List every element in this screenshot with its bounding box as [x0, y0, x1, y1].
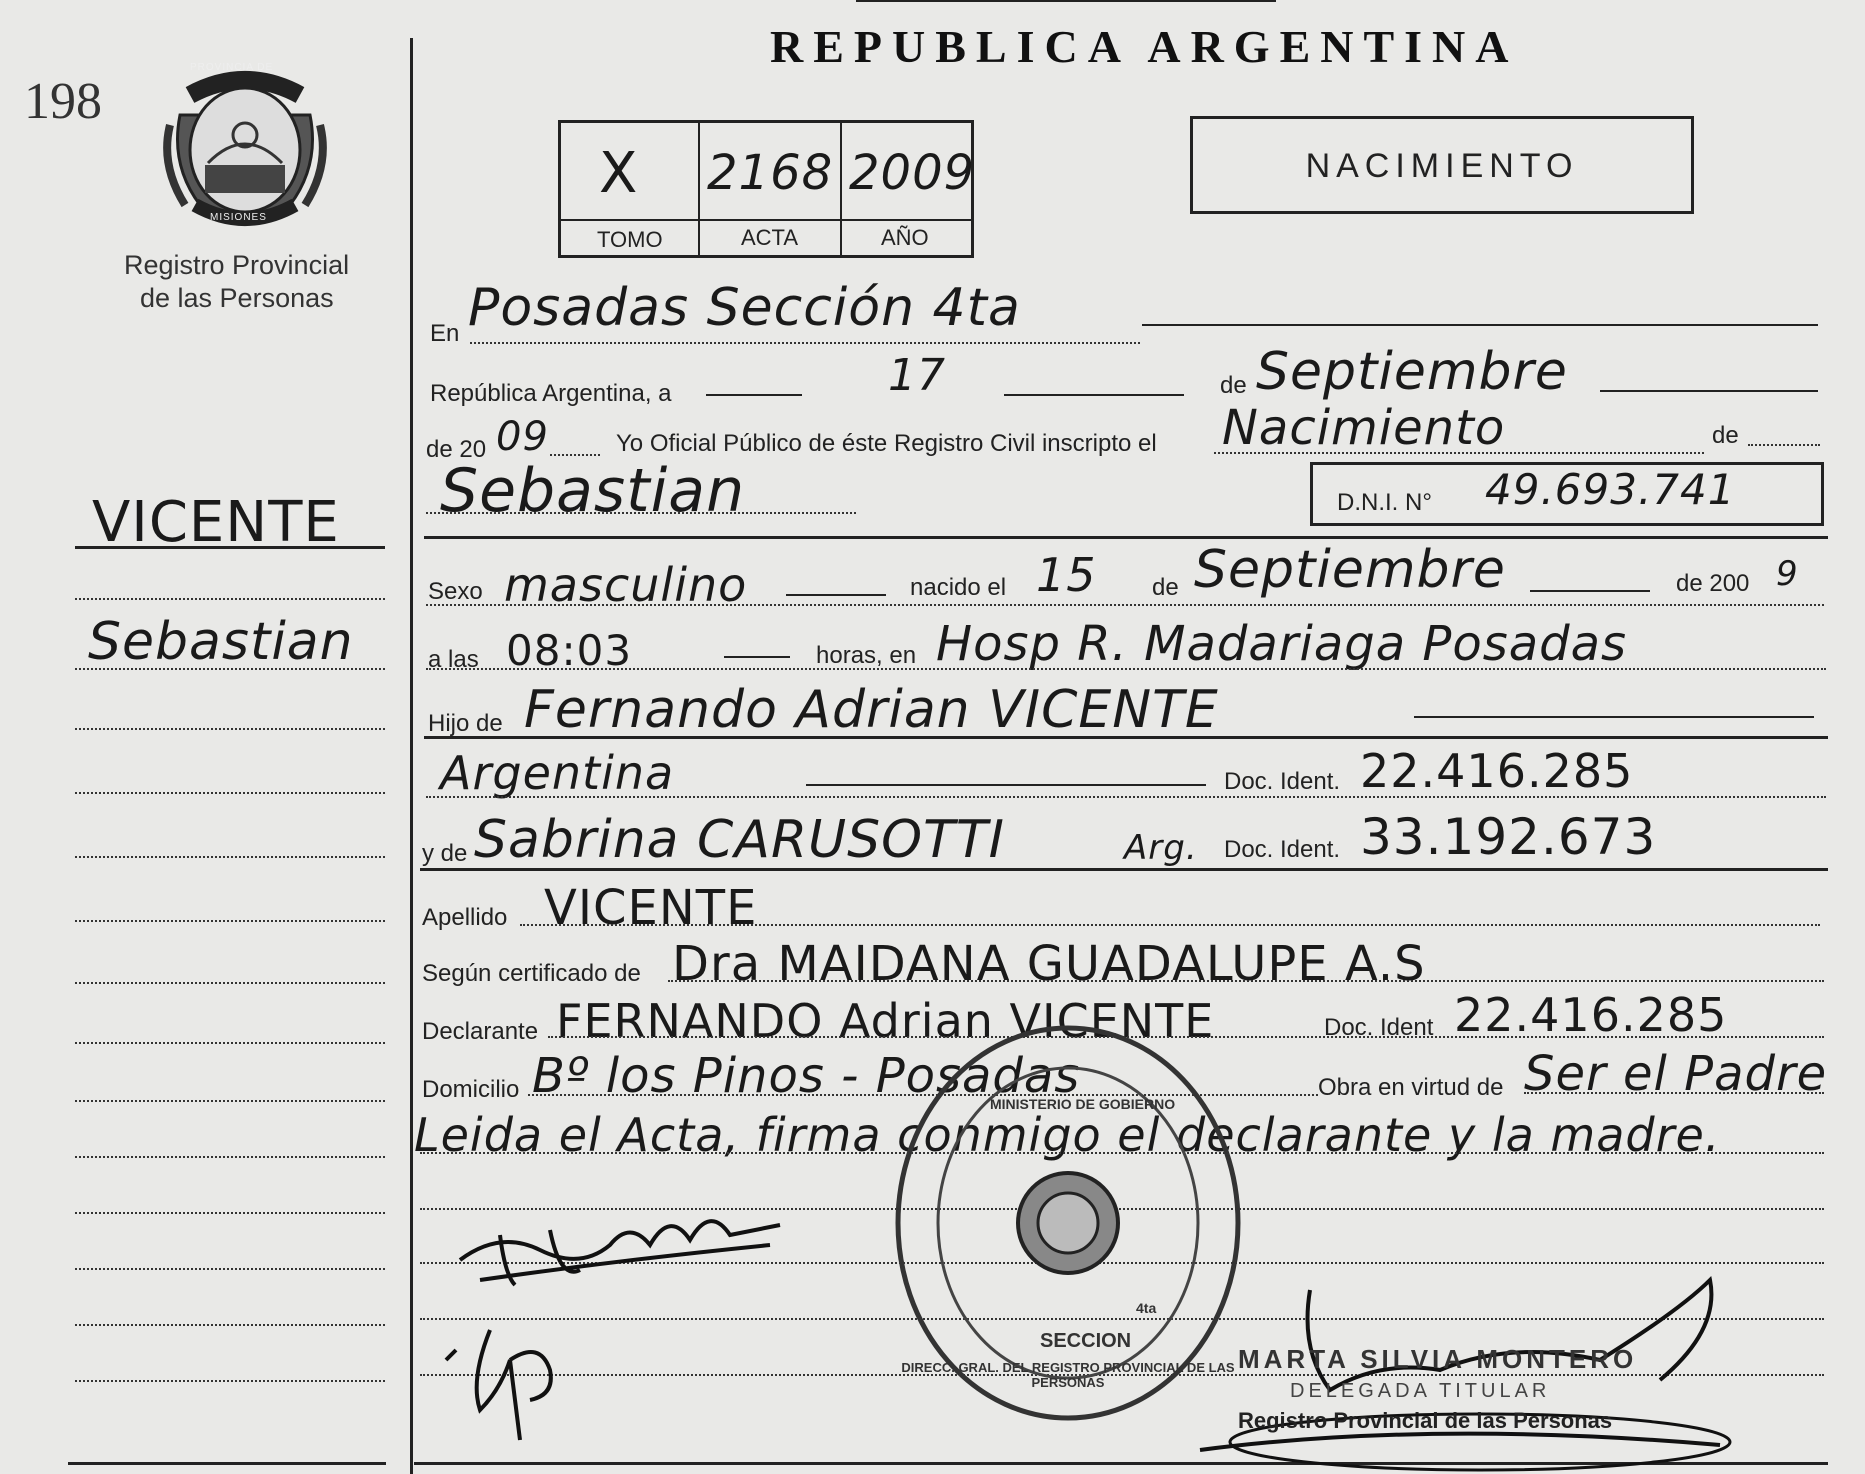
official-registry: Registro Provincial de las Personas	[1238, 1408, 1613, 1433]
record-type: NACIMIENTO	[1305, 147, 1579, 185]
mother-doc: 33.192.673	[1360, 808, 1657, 866]
margin-dotted-line	[75, 1100, 385, 1102]
segun-label: Según certificado de	[422, 960, 641, 987]
form-dotted-line	[426, 604, 1824, 606]
republica-label: República Argentina, a	[430, 380, 672, 407]
birth-month: Septiembre	[1194, 540, 1506, 600]
margin-dotted-line	[75, 1156, 385, 1158]
sexo-label: Sexo	[428, 578, 483, 605]
seal-text-bottom: MISIONES	[210, 212, 267, 223]
sexo-value: masculino	[504, 558, 748, 612]
form-dotted-line	[426, 796, 1826, 798]
day-value: 17	[888, 350, 946, 401]
margin-dotted-line	[75, 920, 385, 922]
page-number: 198	[24, 73, 102, 130]
form-rule	[706, 394, 802, 396]
round-stamp-ring-text: DIRECC. GRAL. DEL REGISTRO PROVINCIAL DE LAS PERSONAS	[901, 1360, 1235, 1390]
margin-dotted-line	[75, 1268, 385, 1270]
certificate-by: Dra MAIDANA GUADALUPE A.S	[672, 936, 1426, 992]
declarant-signature	[440, 1190, 800, 1300]
acta-label: ACTA	[741, 225, 799, 250]
registry-name-line2: de las Personas	[140, 283, 334, 313]
margin-dotted-line	[75, 1380, 385, 1382]
record-box-divider	[561, 219, 971, 221]
form-rule	[1530, 590, 1650, 592]
domicilio-value: Bº los Pinos - Posadas	[532, 1048, 1081, 1104]
form-dotted-line	[1748, 444, 1820, 446]
doc-ident-label-declarant: Doc. Ident	[1324, 1014, 1434, 1041]
birth-year-suffix: 9	[1776, 554, 1799, 594]
de-label-3: de	[1152, 574, 1179, 601]
round-stamp-inner-text-2: SECCION	[1040, 1330, 1132, 1352]
en-label: En	[430, 320, 460, 347]
official-text: Yo Oficial Público de éste Registro Civil inscripto el	[616, 430, 1157, 457]
domicilio-label: Domicilio	[422, 1076, 520, 1103]
round-stamp-inner-text-1: MINISTERIO DE GOBIERNO	[990, 1096, 1176, 1112]
form-dotted-line	[1524, 1092, 1824, 1094]
seal-text-top: PROVINCIA DE	[190, 62, 274, 73]
tomo-label: TOMO	[597, 227, 663, 252]
reading-note: Leida el Acta, firma conmigo el declarante y la madre.	[414, 1108, 1721, 1162]
father-doc: 22.416.285	[1360, 744, 1634, 798]
form-rule	[420, 868, 1828, 871]
acta-value: 2168	[707, 145, 834, 201]
mother-signature	[440, 1300, 600, 1450]
form-rule	[786, 594, 886, 596]
margin-dotted-line	[75, 856, 385, 858]
father-name: Fernando Adrian VICENTE	[524, 680, 1219, 740]
official-title: DELEGADA TITULAR	[1290, 1380, 1551, 1402]
child-name: Sebastian	[440, 456, 746, 526]
de-label: de	[1220, 372, 1247, 399]
apellido-label: Apellido	[422, 904, 508, 931]
a-las-label: a las	[428, 646, 479, 673]
year-suffix: 09	[496, 414, 549, 460]
margin-dotted-line	[75, 668, 385, 670]
record-number-box	[558, 120, 974, 258]
round-stamp-inner-text-3: 4ta	[1136, 1300, 1157, 1316]
form-rule	[1008, 0, 1118, 2]
obra-label: Obra en virtud de	[1318, 1074, 1504, 1101]
hijo-label: Hijo de	[428, 710, 503, 737]
column-divider	[410, 38, 413, 1474]
nacido-label: nacido el	[910, 574, 1007, 601]
event-dotted-line	[1214, 452, 1704, 454]
month-value: Septiembre	[1256, 342, 1568, 402]
registered-event: Nacimiento	[1222, 400, 1506, 456]
form-rule	[1414, 716, 1814, 718]
birth-time: 08:03	[506, 626, 633, 675]
dni-value: 49.693.741	[1485, 465, 1736, 514]
dni-box	[1310, 462, 1824, 526]
declarante-doc: 22.416.285	[1454, 988, 1728, 1042]
ano-value: 2009	[849, 145, 976, 201]
margin-surname: VICENTE	[92, 490, 340, 555]
mother-nationality: Arg.	[1124, 828, 1198, 868]
form-rule	[724, 656, 790, 658]
margin-dotted-line	[75, 728, 385, 730]
record-box-divider	[840, 123, 842, 255]
y-de-label: y de	[422, 840, 468, 867]
form-dotted-line	[668, 980, 1824, 982]
de-20-label: de 20	[426, 436, 487, 463]
record-type-box	[1190, 116, 1694, 214]
margin-dotted-line	[75, 1212, 385, 1214]
de-200-label: de 200	[1676, 570, 1750, 597]
margin-dotted-line	[75, 1324, 385, 1326]
birth-place: Hosp R. Madariaga Posadas	[936, 616, 1628, 672]
margin-bottom-line	[68, 1462, 386, 1465]
form-rule	[424, 536, 1828, 539]
country-title: REPUBLICA ARGENTINA	[770, 21, 1519, 72]
form-dotted-line	[520, 924, 1820, 926]
form-rule	[1004, 394, 1184, 396]
form-rule	[1142, 324, 1818, 326]
registry-name-line1: Registro Provincial	[124, 250, 350, 280]
doc-ident-label-father: Doc. Ident.	[1224, 768, 1341, 795]
de-label-2: de	[1712, 422, 1739, 449]
provincial-seal-emblem	[160, 55, 330, 235]
father-nationality: Argentina	[440, 746, 675, 800]
declarante-value: FERNANDO Adrian VICENTE	[556, 994, 1215, 1048]
ano-label: AÑO	[881, 225, 929, 250]
tomo-value: X	[599, 141, 639, 206]
child-name-dotted-line	[426, 512, 856, 514]
declarante-label: Declarante	[422, 1018, 539, 1045]
form-rule	[806, 784, 1206, 786]
official-name: MARTA SILVIA MONTERO	[1238, 1344, 1638, 1374]
margin-dotted-line	[75, 982, 385, 984]
mother-name: Sabrina CARUSOTTI	[474, 810, 1005, 870]
margin-surname-underline	[75, 546, 385, 549]
apellido-value: VICENTE	[544, 880, 758, 936]
margin-dotted-line	[75, 1042, 385, 1044]
obra-value: Ser el Padre	[1524, 1046, 1828, 1102]
dni-label: D.N.I. N°	[1337, 489, 1432, 516]
margin-dotted-line	[75, 598, 385, 600]
doc-ident-label-mother: Doc. Ident.	[1224, 836, 1341, 863]
margin-given-name: Sebastian	[88, 612, 354, 672]
record-box-divider	[698, 123, 700, 255]
form-rule	[1600, 390, 1818, 392]
horas-label: horas, en	[816, 642, 917, 669]
place-value: Posadas Sección 4ta	[468, 278, 1021, 338]
margin-dotted-line	[75, 792, 385, 794]
birth-day: 15	[1036, 548, 1097, 602]
place-dotted-line	[470, 342, 1140, 344]
form-dotted-line	[426, 668, 1826, 670]
form-rule	[424, 736, 1828, 739]
